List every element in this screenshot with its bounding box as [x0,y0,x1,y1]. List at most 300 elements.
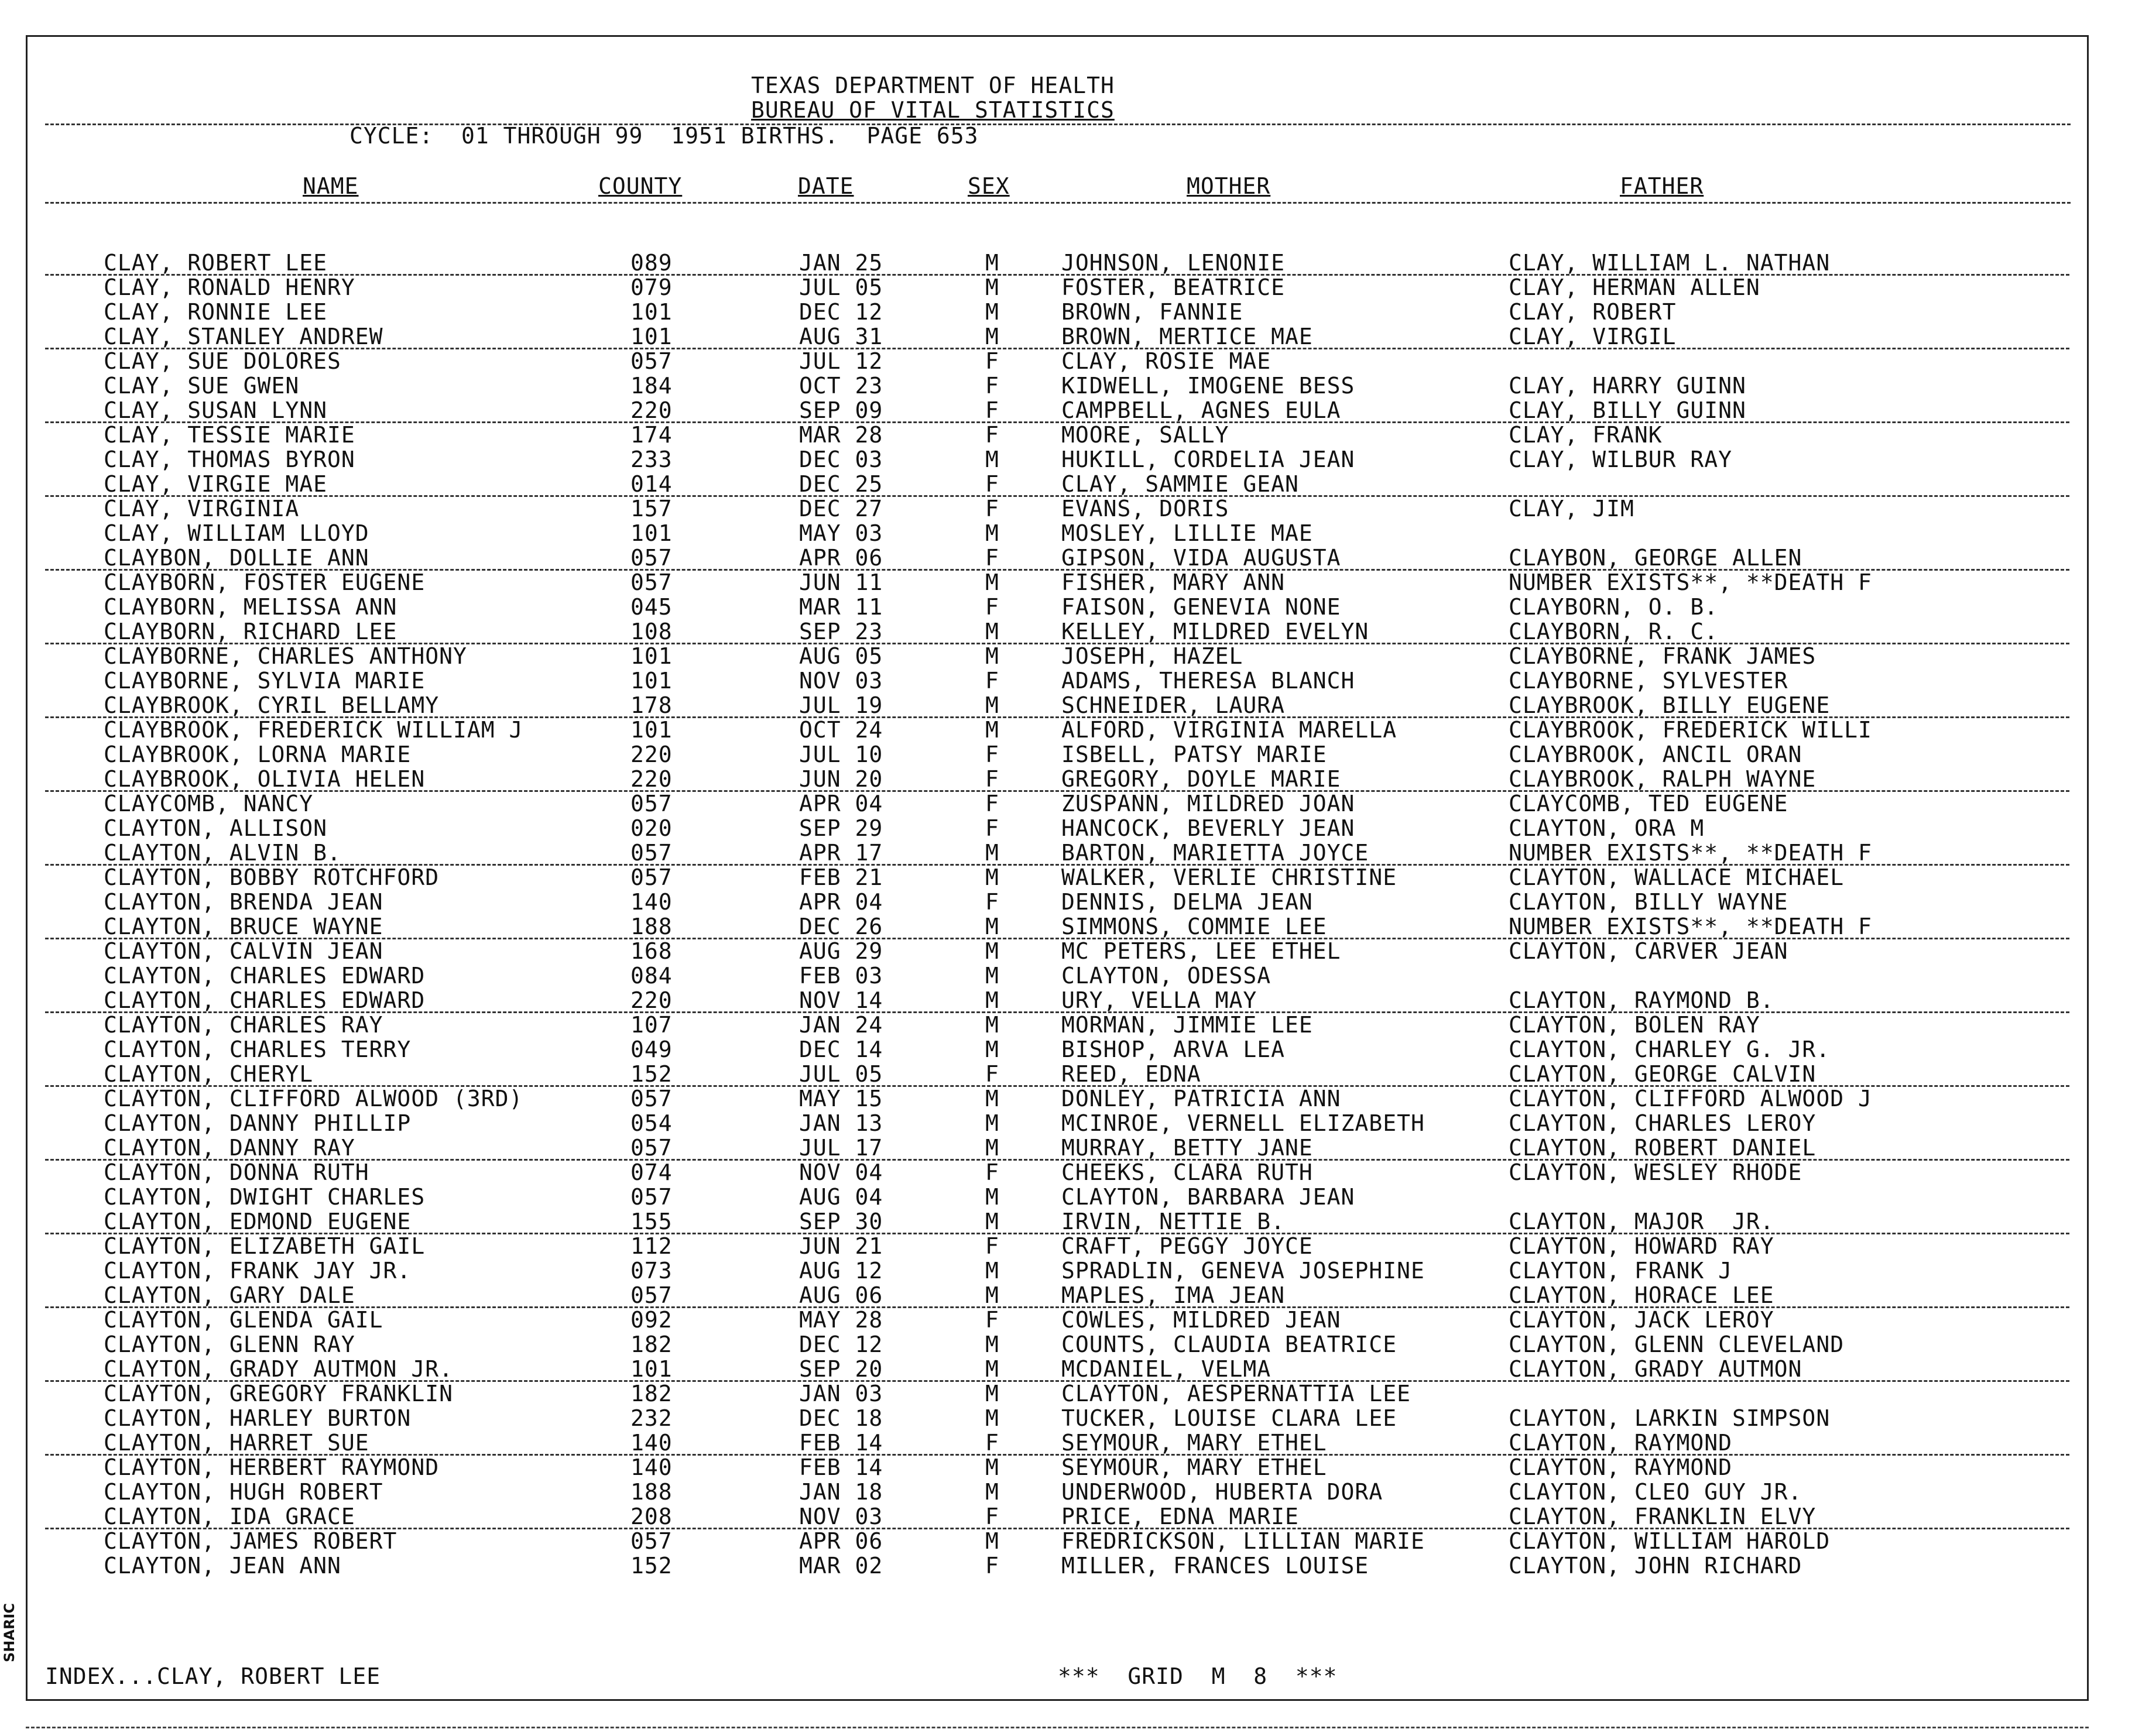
cell-father: CLAY, BILLY GUINN [1509,397,1746,423]
cell-sex: M [985,324,999,349]
cell-name: CLAY, STANLEY ANDREW [104,324,383,349]
table-row [28,595,2087,619]
column-header-date: DATE [798,173,854,199]
table-row [28,300,2087,324]
cell-county: 074 [630,1159,673,1185]
cell-name: CLAYTON, JEAN ANN [104,1553,341,1579]
cell-date: JUN 21 [799,1233,883,1259]
cell-name: CLAY, VIRGIE MAE [104,471,328,497]
cell-mother: GIPSON, VIDA AUGUSTA [1061,545,1341,571]
cell-date: FEB 21 [799,864,883,890]
cell-county: 049 [630,1037,673,1062]
cell-name: CLAYTON, JAMES ROBERT [104,1528,397,1554]
cell-father: CLAYBORNE, FRANK JAMES [1509,643,1817,669]
table-row [28,619,2087,644]
cell-sex: M [985,619,999,644]
cell-name: CLAYTON, ALVIN B. [104,840,341,866]
cell-father: CLAYTON, HOWARD RAY [1509,1233,1774,1259]
header-rule [45,123,2071,125]
cell-name: CLAYTON, GARY DALE [104,1282,355,1308]
table-row [28,1062,2087,1086]
cell-name: CLAY, SUSAN LYNN [104,397,328,423]
cell-county: 108 [630,619,673,644]
cell-sex: M [985,864,999,890]
cell-name: CLAYTON, BRENDA JEAN [104,889,383,915]
cell-sex: M [985,840,999,866]
table-row [28,1308,2087,1332]
cell-father: CLAYTON, WILLIAM HAROLD [1509,1528,1831,1554]
cell-father: CLAYTON, CHARLEY G. JR. [1509,1037,1831,1062]
cell-father: NUMBER EXISTS**, **DEATH F [1509,840,1872,866]
cell-name: CLAY, THOMAS BYRON [104,447,355,472]
cell-date: APR 06 [799,1528,883,1554]
cell-name: CLAYTON, GREGORY FRANKLIN [104,1381,453,1406]
cell-name: CLAYTON, CHARLES RAY [104,1012,383,1038]
cell-name: CLAYBROOK, LORNA MARIE [104,742,412,767]
table-row [28,1406,2087,1430]
table-row [28,668,2087,693]
cell-mother: KIDWELL, IMOGENE BESS [1061,373,1355,399]
table-row [28,398,2087,423]
cell-father: CLAYTON, GEORGE CALVIN [1509,1061,1817,1087]
cell-date: DEC 25 [799,471,883,497]
cell-sex: M [985,914,999,939]
cell-county: 101 [630,1356,673,1382]
cell-county: 079 [630,275,673,300]
cell-date: NOV 04 [799,1159,883,1185]
cell-name: CLAYBROOK, OLIVIA HELEN [104,766,426,792]
cell-name: CLAYTON, DONNA RUTH [104,1159,369,1185]
cell-name: CLAYTON, IDA GRACE [104,1504,355,1529]
cell-county: 101 [630,520,673,546]
cell-sex: M [985,1356,999,1382]
cell-mother: SEYMOUR, MARY ETHEL [1061,1454,1327,1480]
cell-date: AUG 05 [799,643,883,669]
cell-county: 014 [630,471,673,497]
cell-father: CLAYBROOK, ANCIL ORAN [1509,742,1802,767]
cell-father: CLAYBON, GEORGE ALLEN [1509,545,1802,571]
cell-father: NUMBER EXISTS**, **DEATH F [1509,569,1872,595]
column-header-rule [45,202,2071,204]
cell-mother: SCHNEIDER, LAURA [1061,692,1286,718]
cell-date: AUG 04 [799,1184,883,1210]
cell-county: 182 [630,1381,673,1406]
cell-mother: FAISON, GENEVIA NONE [1061,594,1341,620]
cell-mother: KELLEY, MILDRED EVELYN [1061,619,1369,644]
cell-mother: CAMPBELL, AGNES EULA [1061,397,1341,423]
table-row [28,1283,2087,1308]
cell-mother: BISHOP, ARVA LEA [1061,1037,1286,1062]
bureau-title: BUREAU OF VITAL STATISTICS [751,97,1115,123]
cell-mother: CLAY, ROSIE MAE [1061,348,1272,374]
table-row [28,767,2087,791]
cell-mother: SIMMONS, COMMIE LEE [1061,914,1327,939]
cell-county: 045 [630,594,673,620]
cell-mother: ADAMS, THERESA BLANCH [1061,668,1355,694]
cell-mother: JOSEPH, HAZEL [1061,643,1243,669]
table-row [28,840,2087,865]
cell-mother: MORMAN, JIMMIE LEE [1061,1012,1313,1038]
cell-county: 220 [630,397,673,423]
cell-sex: F [985,348,999,374]
cell-sex: F [985,471,999,497]
cell-father: CLAYBORNE, SYLVESTER [1509,668,1788,694]
table-row [28,1553,2087,1578]
table-row [28,1013,2087,1037]
cell-date: SEP 09 [799,397,883,423]
table-row [28,816,2087,840]
cell-sex: M [985,1209,999,1234]
cell-county: 057 [630,1184,673,1210]
cell-name: CLAY, RONALD HENRY [104,275,355,300]
cell-date: MAY 03 [799,520,883,546]
cell-name: CLAY, ROBERT LEE [104,250,328,276]
cell-name: CLAYTON, DWIGHT CHARLES [104,1184,426,1210]
table-row [28,1381,2087,1406]
cell-county: 168 [630,938,673,964]
cell-father: CLAYBORN, R. C. [1509,619,1719,644]
cell-sex: F [985,1430,999,1456]
cell-county: 157 [630,496,673,522]
cell-father: CLAYTON, MAJOR JR. [1509,1209,1774,1234]
cell-father: CLAYTON, JOHN RICHARD [1509,1553,1802,1579]
cell-county: 188 [630,914,673,939]
cell-sex: F [985,1307,999,1333]
cell-sex: F [985,766,999,792]
cell-name: CLAYTON, DANNY RAY [104,1135,355,1161]
cell-sex: F [985,1504,999,1529]
cell-father: CLAYTON, BILLY WAYNE [1509,889,1788,915]
cell-sex: M [985,1012,999,1038]
cell-county: 101 [630,324,673,349]
table-row [28,1357,2087,1381]
cell-date: APR 04 [799,889,883,915]
cell-father: CLAYCOMB, TED EUGENE [1509,791,1788,816]
cell-name: CLAYTON, HUGH ROBERT [104,1479,383,1505]
cell-mother: CLAYTON, AESPERNATTIA LEE [1061,1381,1411,1406]
cell-date: JAN 03 [799,1381,883,1406]
cell-name: CLAYBORN, RICHARD LEE [104,619,397,644]
cell-father: CLAYTON, HORACE LEE [1509,1282,1774,1308]
cell-sex: M [985,643,999,669]
cell-name: CLAYBORNE, SYLVIA MARIE [104,668,426,694]
table-row [28,1430,2087,1455]
cell-county: 107 [630,1012,673,1038]
cell-date: AUG 06 [799,1282,883,1308]
table-row [28,791,2087,816]
cell-mother: SEYMOUR, MARY ETHEL [1061,1430,1327,1456]
cell-county: 054 [630,1110,673,1136]
cell-county: 057 [630,1135,673,1161]
cell-name: CLAYTON, GLENDA GAIL [104,1307,383,1333]
cell-mother: BROWN, FANNIE [1061,299,1243,325]
cell-name: CLAYTON, CHARLES EDWARD [104,987,426,1013]
cell-name: CLAY, WILLIAM LLOYD [104,520,369,546]
cell-date: JUL 19 [799,692,883,718]
cell-county: 112 [630,1233,673,1259]
table-row [28,324,2087,349]
cell-date: JUL 12 [799,348,883,374]
cell-name: CLAYTON, CLIFFORD ALWOOD (3RD) [104,1086,523,1111]
birth-index-page [26,35,2089,1701]
cell-mother: BARTON, MARIETTA JOYCE [1061,840,1369,866]
column-header-father: FATHER [1620,173,1704,199]
cell-date: OCT 24 [799,717,883,743]
cell-county: 057 [630,1282,673,1308]
cell-date: JUL 05 [799,1061,883,1087]
cell-county: 232 [630,1405,673,1431]
cell-father: CLAYTON, RAYMOND [1509,1454,1733,1480]
cell-name: CLAYTON, ALLISON [104,815,328,841]
cell-name: CLAYTON, CHARLES EDWARD [104,963,426,989]
cell-name: CLAYBORN, FOSTER EUGENE [104,569,426,595]
cell-date: MAR 02 [799,1553,883,1579]
cell-mother: WALKER, VERLIE CHRISTINE [1061,864,1397,890]
cell-sex: F [985,397,999,423]
cell-father: CLAYTON, CLEO GUY JR. [1509,1479,1802,1505]
table-row [28,496,2087,521]
table-row [28,1185,2087,1209]
table-row [28,275,2087,300]
cell-name: CLAYBROOK, CYRIL BELLAMY [104,692,440,718]
cell-date: JUL 17 [799,1135,883,1161]
cell-sex: M [985,938,999,964]
cell-date: MAY 15 [799,1086,883,1111]
cell-mother: CHEEKS, CLARA RUTH [1061,1159,1313,1185]
cell-county: 073 [630,1258,673,1284]
table-row [28,1209,2087,1234]
cell-date: AUG 29 [799,938,883,964]
cell-father: CLAYTON, ORA M [1509,815,1705,841]
cell-father: CLAYTON, FRANKLIN ELVY [1509,1504,1817,1529]
cell-father: CLAYTON, CARVER JEAN [1509,938,1788,964]
cell-sex: M [985,1332,999,1357]
cell-father: CLAY, HARRY GUINN [1509,373,1746,399]
cell-county: 057 [630,1086,673,1111]
cell-mother: CLAYTON, BARBARA JEAN [1061,1184,1355,1210]
cell-mother: MOORE, SALLY [1061,422,1229,448]
column-header-name: NAME [303,173,359,199]
cell-sex: F [985,1233,999,1259]
table-row [28,1258,2087,1283]
table-row [28,447,2087,472]
cell-mother: FREDRICKSON, LILLIAN MARIE [1061,1528,1425,1554]
cell-father: CLAYTON, GLENN CLEVELAND [1509,1332,1845,1357]
cell-name: CLAYBORN, MELISSA ANN [104,594,397,620]
cell-county: 220 [630,766,673,792]
cell-date: NOV 03 [799,668,883,694]
cell-date: SEP 29 [799,815,883,841]
cell-mother: MOSLEY, LILLIE MAE [1061,520,1313,546]
cell-name: CLAYTON, GRADY AUTMON JR. [104,1356,453,1382]
cell-sex: F [985,815,999,841]
cell-sex: M [985,1381,999,1406]
cell-sex: M [985,520,999,546]
cell-date: AUG 31 [799,324,883,349]
column-header-mother: MOTHER [1187,173,1271,199]
cell-sex: F [985,889,999,915]
cell-date: JAN 25 [799,250,883,276]
cell-county: 101 [630,717,673,743]
table-row [28,1504,2087,1529]
cycle-line: CYCLE: 01 THROUGH 99 1951 BIRTHS. PAGE 653 [349,123,979,149]
table-row [28,914,2087,939]
cell-mother: TUCKER, LOUISE CLARA LEE [1061,1405,1397,1431]
cell-sex: F [985,1159,999,1185]
table-row [28,521,2087,545]
cell-mother: EVANS, DORIS [1061,496,1229,522]
cell-sex: M [985,1479,999,1505]
cell-name: CLAYTON, FRANK JAY JR. [104,1258,412,1284]
table-row [28,1529,2087,1553]
table-row [28,1234,2087,1258]
cell-father: CLAY, FRANK [1509,422,1663,448]
cell-sex: F [985,373,999,399]
cell-mother: HANCOCK, BEVERLY JEAN [1061,815,1355,841]
cell-father: CLAYBROOK, RALPH WAYNE [1509,766,1817,792]
cell-name: CLAY, SUE GWEN [104,373,300,399]
cell-county: 174 [630,422,673,448]
table-row [28,1086,2087,1111]
cell-date: AUG 12 [799,1258,883,1284]
cell-father: CLAYTON, GRADY AUTMON [1509,1356,1802,1382]
cell-name: CLAYTON, HARRET SUE [104,1430,369,1456]
cell-sex: F [985,545,999,571]
cell-sex: M [985,963,999,989]
table-row [28,423,2087,447]
cell-sex: M [985,447,999,472]
cell-date: JAN 18 [799,1479,883,1505]
cell-sex: M [985,1405,999,1431]
cell-sex: M [985,1282,999,1308]
cell-father: CLAY, JIM [1509,496,1634,522]
cell-date: SEP 30 [799,1209,883,1234]
cell-date: DEC 18 [799,1405,883,1431]
cell-mother: DONLEY, PATRICIA ANN [1061,1086,1341,1111]
table-row [28,373,2087,398]
cell-date: DEC 27 [799,496,883,522]
table-row [28,1135,2087,1160]
cell-date: DEC 14 [799,1037,883,1062]
table-row [28,1455,2087,1480]
cell-name: CLAYTON, ELIZABETH GAIL [104,1233,426,1259]
cell-name: CLAYTON, CHARLES TERRY [104,1037,412,1062]
cell-date: DEC 03 [799,447,883,472]
cell-mother: HUKILL, CORDELIA JEAN [1061,447,1355,472]
table-row [28,742,2087,767]
cell-mother: COUNTS, CLAUDIA BEATRICE [1061,1332,1397,1357]
column-header-county: COUNTY [598,173,683,199]
cell-sex: F [985,594,999,620]
cell-county: 152 [630,1553,673,1579]
cell-mother: MAPLES, IMA JEAN [1061,1282,1286,1308]
cell-mother: DENNIS, DELMA JEAN [1061,889,1313,915]
cell-county: 184 [630,373,673,399]
cell-name: CLAYTON, CHERYL [104,1061,314,1087]
cell-father: CLAY, WILBUR RAY [1509,447,1733,472]
cell-county: 101 [630,299,673,325]
cell-date: MAR 11 [799,594,883,620]
cell-county: 220 [630,742,673,767]
cell-mother: BROWN, MERTICE MAE [1061,324,1313,349]
cell-county: 092 [630,1307,673,1333]
bottom-rule [26,1727,2089,1728]
cell-sex: F [985,742,999,767]
cell-county: 101 [630,643,673,669]
cell-father: CLAYBROOK, FREDERICK WILLI [1509,717,1872,743]
cell-father: CLAY, ROBERT [1509,299,1677,325]
cell-father: CLAYTON, WESLEY RHODE [1509,1159,1802,1185]
cell-sex: M [985,569,999,595]
cell-sex: M [985,1258,999,1284]
cell-mother: ISBELL, PATSY MARIE [1061,742,1327,767]
cell-date: JUL 10 [799,742,883,767]
cell-sex: M [985,987,999,1013]
table-row [28,890,2087,914]
table-row [28,1111,2087,1135]
cell-date: JUN 11 [799,569,883,595]
cell-father: CLAY, WILLIAM L. NATHAN [1509,250,1831,276]
cell-sex: M [985,1184,999,1210]
department-title: TEXAS DEPARTMENT OF HEALTH [751,73,1115,98]
cell-county: 057 [630,348,673,374]
cell-mother: UNDERWOOD, HUBERTA DORA [1061,1479,1383,1505]
cell-county: 057 [630,569,673,595]
table-row [28,939,2087,963]
cell-mother: ZUSPANN, MILDRED JOAN [1061,791,1355,816]
cell-county: 208 [630,1504,673,1529]
cell-sex: F [985,668,999,694]
cell-mother: CLAYTON, ODESSA [1061,963,1272,989]
cell-date: MAY 28 [799,1307,883,1333]
cell-sex: M [985,1110,999,1136]
table-row [28,1332,2087,1357]
cell-name: CLAYBON, DOLLIE ANN [104,545,369,571]
grid-footer: *** GRID M 8 *** [1058,1663,1338,1689]
cell-county: 140 [630,889,673,915]
cell-name: CLAYBORNE, CHARLES ANTHONY [104,643,467,669]
cell-county: 020 [630,815,673,841]
cell-date: NOV 03 [799,1504,883,1529]
cell-date: JUN 20 [799,766,883,792]
cell-father: CLAYBORN, O. B. [1509,594,1719,620]
cell-mother: JOHNSON, LENONIE [1061,250,1286,276]
cell-sex: M [985,1454,999,1480]
cell-date: JAN 13 [799,1110,883,1136]
cell-name: CLAY, TESSIE MARIE [104,422,355,448]
cell-father: CLAYTON, RAYMOND B. [1509,987,1774,1013]
cell-mother: FISHER, MARY ANN [1061,569,1286,595]
cell-name: CLAYTON, EDMOND EUGENE [104,1209,412,1234]
cell-name: CLAYTON, DANNY PHILLIP [104,1110,412,1136]
cell-county: 057 [630,545,673,571]
cell-date: FEB 14 [799,1430,883,1456]
cell-mother: GREGORY, DOYLE MARIE [1061,766,1341,792]
cell-date: OCT 23 [799,373,883,399]
cell-father: CLAY, VIRGIL [1509,324,1677,349]
table-row [28,988,2087,1013]
cell-mother: COWLES, MILDRED JEAN [1061,1307,1341,1333]
cell-mother: MCDANIEL, VELMA [1061,1356,1272,1382]
cell-sex: M [985,250,999,276]
cell-county: 233 [630,447,673,472]
cell-mother: MURRAY, BETTY JANE [1061,1135,1313,1161]
cell-date: SEP 20 [799,1356,883,1382]
cell-sex: F [985,791,999,816]
cell-name: CLAYTON, GLENN RAY [104,1332,355,1357]
table-row [28,1037,2087,1062]
table-row [28,1160,2087,1185]
